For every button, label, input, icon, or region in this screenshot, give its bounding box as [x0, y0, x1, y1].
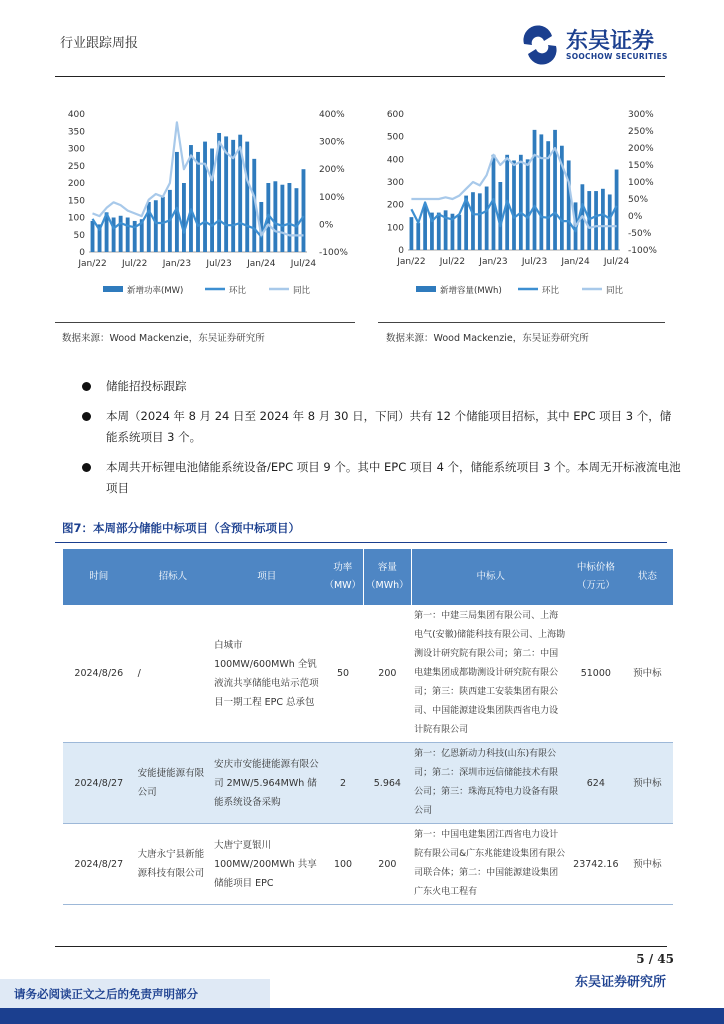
logo-chinese-name: 东吴证券: [566, 28, 655, 54]
figure-divider: [55, 542, 667, 543]
page-number: 5 / 45: [636, 952, 674, 966]
cell-winner: 第一：中国电建集团江西省电力设计院有限公司&广东兆能建设集团有限公司联合体；第二：中国能源建设集团广东火电工程有: [411, 824, 570, 905]
bullet-list: [82, 376, 682, 508]
legend-label: 新增容量(MWh): [440, 286, 502, 296]
y-left-tick-label: 0: [398, 246, 404, 256]
y-left-tick-label: 300: [67, 144, 85, 155]
legend-label: 同比: [606, 286, 624, 296]
col-header-power: 功率（MW）: [322, 549, 363, 605]
x-tick-label: Jul/24: [603, 257, 630, 267]
cell-winner: 第一：亿恩新动力科技(山东)有限公司；第二：深圳市远信储能技术有限公司；第三：珠海瓦特电力设备有限公司: [411, 743, 570, 824]
bar-mark: [302, 169, 306, 252]
bar-mark: [91, 221, 95, 252]
y-right-tick-label: -100%: [628, 246, 657, 256]
cell-price: 51000: [570, 605, 622, 743]
cell-bidder: 大唐永宁县新能源科技有限公司: [135, 824, 212, 905]
table-row: [63, 743, 673, 824]
y-right-tick-label: 300%: [319, 137, 345, 148]
bar-mark: [410, 217, 414, 250]
bar-mark: [245, 142, 249, 252]
cell-date: 2024/8/27: [63, 824, 135, 905]
power-chart: [55, 78, 355, 318]
cell-status: 预中标: [622, 824, 673, 905]
y-left-tick-label: 100: [386, 223, 404, 234]
col-header-project: 项目: [211, 549, 322, 605]
y-right-tick-label: 0%: [628, 212, 643, 222]
y-left-tick-label: 200: [67, 179, 85, 189]
x-tick-label: Jul/22: [439, 257, 466, 267]
y-left-tick-label: 200: [386, 200, 404, 211]
x-tick-label: Jan/22: [397, 257, 426, 267]
y-left-tick-label: 400: [67, 110, 85, 120]
bar-mark: [608, 194, 612, 250]
cell-status: 预中标: [622, 605, 673, 743]
cell-power: 50: [322, 605, 363, 743]
y-left-tick-label: 300: [386, 178, 404, 188]
source-left: 数据来源：Wood Mackenzie，东吴证券研究所: [62, 333, 265, 344]
y-right-tick-label: 250%: [628, 127, 654, 137]
bar-mark: [471, 192, 475, 250]
col-header-price: 中标价格（万元）: [570, 549, 622, 605]
bullet-dot-icon: [82, 412, 91, 421]
bar-mark: [539, 134, 543, 250]
bar-mark: [533, 130, 537, 250]
col-header-winner: 中标人: [411, 549, 570, 605]
footer-divider: [55, 946, 667, 947]
cell-bidder: 安能捷能源有限公司: [135, 743, 212, 824]
bar-mark: [416, 223, 420, 250]
cell-date: 2024/8/27: [63, 743, 135, 824]
disclaimer-text: 请务必阅读正文之后的免责声明部分: [14, 987, 198, 1001]
x-tick-label: Jan/23: [162, 259, 192, 269]
cell-status: 预中标: [622, 743, 673, 824]
y-right-tick-label: 400%: [319, 110, 345, 120]
cell-capacity: 5.964: [364, 743, 412, 824]
y-right-tick-label: 200%: [628, 144, 654, 154]
y-left-tick-label: 600: [386, 110, 404, 120]
y-left-tick-label: 250: [67, 161, 85, 172]
bar-mark: [280, 185, 284, 252]
bar-mark: [485, 187, 489, 250]
cell-power: 100: [322, 824, 363, 905]
y-right-tick-label: 0%: [319, 220, 334, 231]
cell-project: 大唐宁夏银川 100MW/200MWh 共享储能项目 EPC: [211, 824, 322, 905]
y-left-tick-label: 0: [79, 248, 85, 258]
y-left-tick-label: 400: [386, 155, 404, 166]
bullet-item: [82, 406, 682, 448]
legend-label: 新增功率(MW): [127, 286, 184, 296]
soochow-logo-icon: [518, 24, 562, 66]
y-right-tick-label: 300%: [628, 110, 654, 120]
cell-capacity: 200: [364, 605, 412, 743]
y-left-tick-label: 500: [386, 132, 404, 143]
bar-mark: [457, 215, 461, 250]
x-tick-label: Jul/22: [122, 259, 148, 269]
bar-mark: [295, 188, 299, 252]
cell-power: 2: [322, 743, 363, 824]
bullet-dot-icon: [82, 382, 91, 391]
cell-winner: 第一：中建三局集团有限公司、上海电气(安徽)储能科技有限公司、上海勘测设计研究院有限公司；第二：中国电建集团成都勘测设计研究院有限公司；第三：陕西建工安装集团有限公司、中国能源建设集团陕西省电力设计院有限公司: [411, 605, 570, 743]
y-right-tick-label: 50%: [628, 195, 649, 205]
bar-mark: [423, 205, 427, 250]
legend-label: 同比: [293, 286, 311, 296]
bullet-text: 本周（2024 年 8 月 24 日至 2024 年 8 月 30 日，下同）共有 12 个储能项目招标，其中 EPC 项目 3 个，储能系统项目 3 个。: [106, 409, 672, 444]
col-header-capacity: 容量（MWh）: [364, 549, 412, 605]
bar-mark: [437, 213, 441, 250]
x-tick-label: Jul/23: [521, 257, 548, 267]
bar-mark: [203, 142, 207, 252]
legend-label: 环比: [542, 286, 560, 296]
bar-mark: [594, 191, 598, 250]
capacity-chart-svg: [378, 78, 665, 318]
x-tick-label: Jan/24: [561, 257, 590, 267]
y-right-tick-label: -100%: [319, 248, 348, 258]
cell-project: 安庆市安能捷能源有限公司 2MW/5.964MWh 储能系统设备采购: [211, 743, 322, 824]
logo-english-name: SOOCHOW SECURITIES: [566, 52, 668, 61]
col-header-date: 时间: [63, 549, 135, 605]
bar-mark: [498, 182, 502, 250]
bar-mark: [567, 160, 571, 250]
bullet-text: 储能招投标跟踪: [106, 379, 187, 393]
institute-name: 东吴证券研究所: [574, 975, 666, 990]
y-left-tick-label: 50: [73, 230, 85, 241]
bar-mark: [147, 202, 151, 252]
y-right-tick-label: 150%: [628, 161, 654, 171]
cell-capacity: 200: [364, 824, 412, 905]
cell-date: 2024/8/26: [63, 605, 135, 743]
bottom-bar: [0, 1008, 724, 1024]
cell-price: 624: [570, 743, 622, 824]
table-header-row: [63, 549, 673, 605]
y-left-tick-label: 150: [67, 196, 85, 207]
x-tick-label: Jul/24: [290, 259, 317, 269]
cell-bidder: /: [135, 605, 212, 743]
figure-title: 图7：本周部分储能中标项目（含预中标项目）: [62, 521, 300, 535]
bar-mark: [112, 218, 116, 253]
y-right-tick-label: 200%: [319, 165, 345, 176]
x-tick-label: Jan/22: [78, 259, 107, 269]
bar-mark: [126, 218, 130, 253]
company-logo: [518, 24, 678, 66]
bullet-item: [82, 457, 682, 499]
bar-mark: [119, 216, 123, 252]
report-type: 行业跟踪周报: [60, 36, 139, 51]
cell-project: 白城市 100MW/600MWh 全钒液流共享储能电站示范项目一期工程 EPC 总承包: [211, 605, 322, 743]
x-tick-label: Jan/24: [247, 259, 276, 269]
x-tick-label: Jan/23: [479, 257, 508, 267]
bar-mark: [526, 159, 530, 250]
bar-mark: [512, 160, 516, 250]
bullet-dot-icon: [82, 463, 91, 472]
bar-mark: [175, 152, 179, 252]
bullet-text: 本周共开标锂电池储能系统设备/EPC 项目 9 个。其中 EPC 项目 4 个，储能系统项目 3 个。本周无开标液流电池项目: [106, 460, 681, 495]
bar-mark: [210, 149, 214, 253]
bar-mark: [196, 152, 200, 252]
bar-mark: [154, 200, 158, 252]
table-row: [63, 605, 673, 743]
y-left-tick-label: 100: [67, 213, 85, 224]
col-header-bidder: 招标人: [135, 549, 212, 605]
chart-left-rule: [55, 322, 355, 323]
bar-mark: [587, 191, 591, 250]
bar-mark: [519, 155, 523, 250]
header-divider: [55, 76, 665, 77]
capacity-chart: [378, 78, 665, 318]
legend-label: 环比: [229, 286, 247, 296]
y-right-tick-label: 100%: [319, 192, 345, 203]
legend-swatch: [103, 286, 123, 292]
source-right: 数据来源：Wood Mackenzie，东吴证券研究所: [386, 333, 589, 344]
bar-mark: [182, 183, 186, 252]
bar-mark: [189, 145, 193, 252]
legend-swatch: [416, 286, 436, 292]
y-right-tick-label: 100%: [628, 178, 654, 188]
bar-mark: [601, 189, 605, 250]
cell-price: 23742.16: [570, 824, 622, 905]
bar-mark: [287, 183, 291, 252]
x-tick-label: Jul/23: [206, 259, 232, 269]
bar-mark: [478, 193, 482, 250]
table-row: [63, 824, 673, 905]
power-chart-svg: [55, 78, 355, 318]
chart-right-rule: [378, 322, 665, 323]
y-left-tick-label: 350: [67, 127, 85, 138]
bar-mark: [273, 181, 277, 252]
bullet-item: [82, 376, 682, 397]
bar-mark: [161, 197, 165, 252]
bid-table: [63, 549, 673, 905]
y-right-tick-label: -50%: [628, 229, 652, 239]
col-header-status: 状态: [622, 549, 673, 605]
